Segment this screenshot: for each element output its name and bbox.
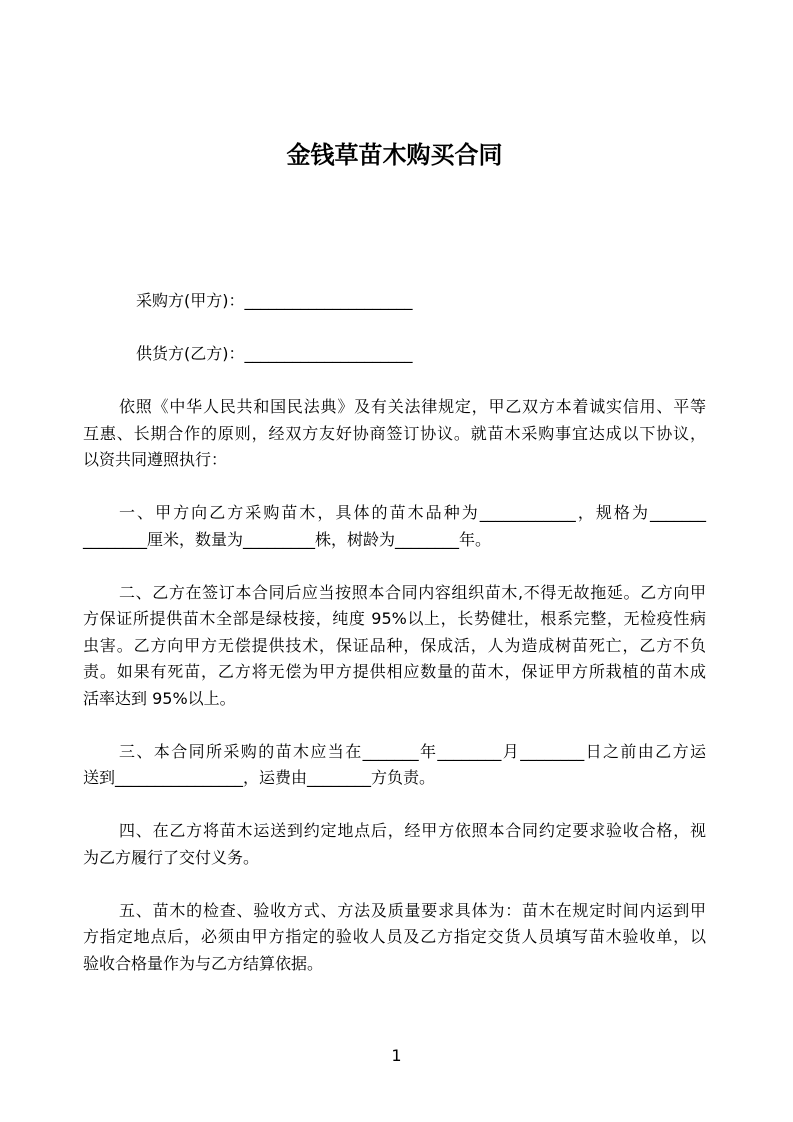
clause-4-line-2: 为乙方履行了交付义务。: [83, 847, 260, 867]
page-number: 1: [391, 1046, 402, 1065]
party-buyer-blank-field: _____________________: [244, 291, 413, 310]
party-buyer-label: 采购方(甲方)：: [136, 291, 245, 310]
clause-5-line-2: 方指定地点后，必须由甲方指定的验收人员及乙方指定交货人员填写苗木验收单，以: [83, 927, 706, 946]
clause-5-line-1: 五、苗木的检查、验收方式、方法及质量要求具体为：苗木在规定时间内运到甲: [119, 900, 706, 920]
clause-1-paragraph: [83, 500, 706, 553]
clause-2-line-4: 责。如果有死苗，乙方将无偿为甲方提供相应数量的苗木，保证甲方所栽植的苗木成: [83, 662, 706, 681]
clause-4-line-1: 四、在乙方将苗木运送到约定地点后，经甲方依照本合同约定要求验收合格，视: [119, 821, 706, 840]
clause-4-paragraph: [83, 818, 706, 871]
clause-1-line-1: 一、甲方向乙方采购苗木，具体的苗木品种为____________，规格为_______: [119, 503, 706, 522]
party-supplier-label: 供货方(乙方)：: [136, 344, 245, 363]
clause-1-line-2: ________厘米，数量为_________株，树龄为________年。: [83, 529, 492, 549]
party-supplier-line: [83, 341, 706, 368]
clause-3-paragraph: [83, 739, 706, 792]
document-title: 金钱草苗木购买合同: [286, 141, 503, 169]
preamble-line-2: 互惠、长期合作的原则，经双方友好协商签订协议。就苗木采购事宜达成以下协议，: [83, 423, 706, 443]
clause-5-line-3: 验收合格量作为与乙方结算依据。: [83, 953, 324, 973]
party-buyer-line: [83, 288, 706, 315]
clause-5-paragraph: [83, 898, 706, 978]
preamble-line-3: 以资共同遵照执行：: [83, 450, 228, 469]
clause-2-line-3: 虫害。乙方向甲方无偿提供技术，保证品种，保成活，人为造成树苗死亡，乙方不负: [83, 635, 706, 655]
preamble-line-1: 依照《中华人民共和国民法典》及有关法律规定，甲乙双方本着诚实信用、平等: [119, 397, 706, 416]
clause-3-line-1: 三、本合同所采购的苗木应当在_______年________月________日之前由乙方运: [119, 741, 706, 761]
clause-2-line-1: 二、乙方在签订本合同后应当按照本合同内容组织苗木,不得无故拖延。乙方向甲: [119, 582, 706, 602]
clause-2-line-2: 方保证所提供苗木全部是绿枝接，纯度 95%以上，长势健壮，根系完整，无检疫性病: [83, 609, 706, 628]
party-supplier-blank-field: _____________________: [244, 344, 413, 363]
clause-2-line-5: 活率达到 95%以上。: [83, 688, 236, 708]
clause-3-line-2: 送到________________，运费由________方负责。: [83, 768, 436, 787]
clause-2-paragraph: [83, 580, 706, 713]
preamble-paragraph: [83, 394, 706, 474]
